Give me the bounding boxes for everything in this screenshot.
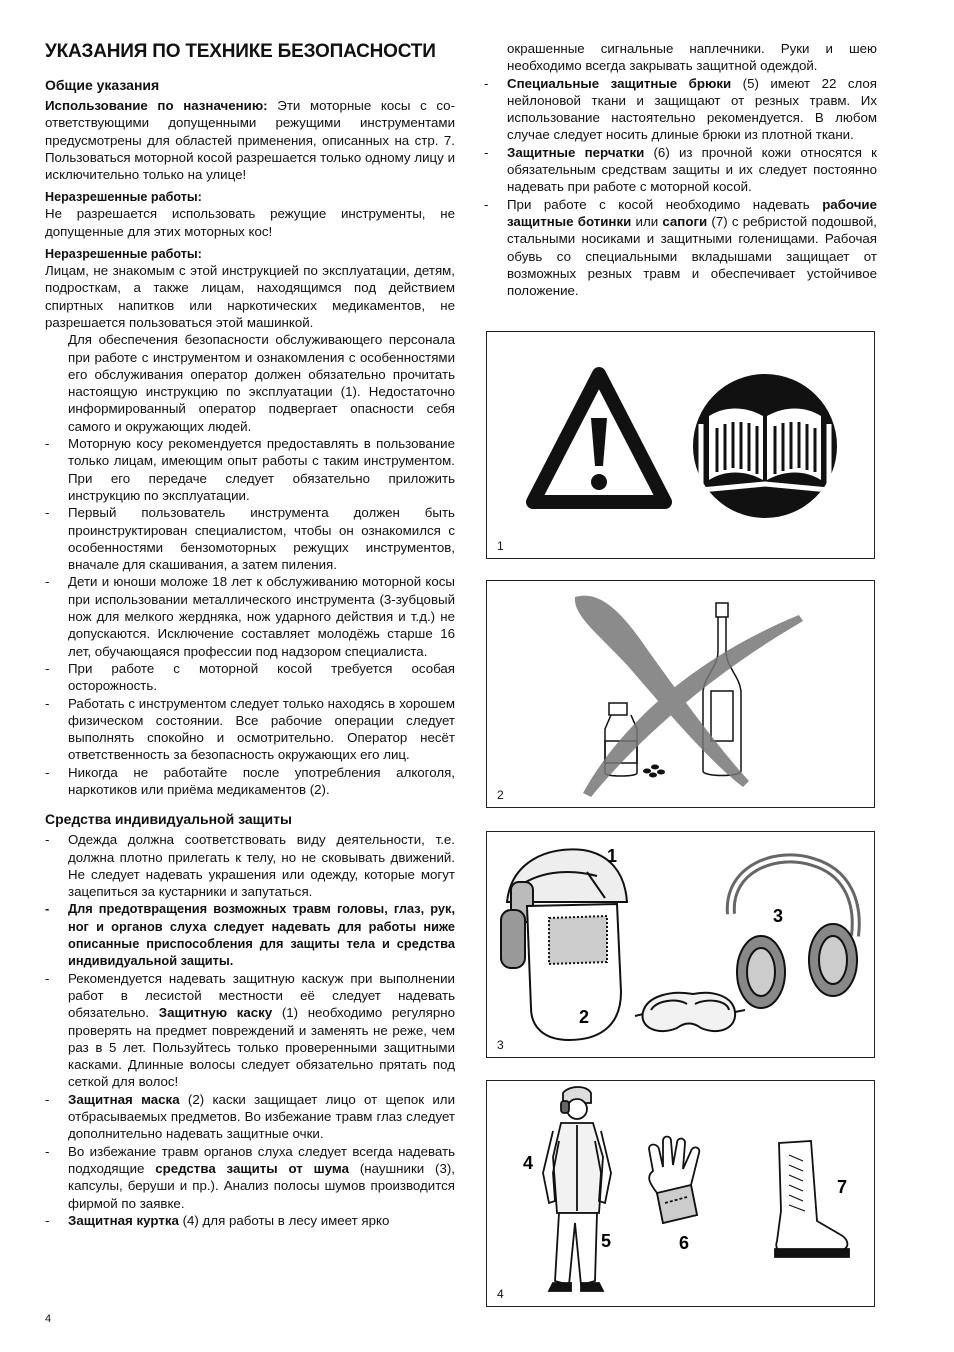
forbidden-work-heading-2: Неразрешенные работы: — [45, 247, 202, 262]
list-item: - Для предотвращения возможных травм головы, глаз, рук, ног и органов слуха следует надевать для работы ниже описанные приспособления для защиты тела и средства индивидуальной защиты. — [45, 901, 455, 969]
cross-mark-icon — [575, 596, 803, 797]
label-mask: 2 — [579, 1007, 590, 1027]
list-item: - Никогда не работайте после употребления алкоголя, наркотиков или приёма медикаментов (2). — [45, 764, 455, 797]
label-helmet: 1 — [607, 846, 618, 866]
read-manual-icon — [693, 374, 837, 518]
pills-icon — [643, 765, 665, 778]
label-earmuffs: 3 — [773, 906, 784, 926]
ppe-heading: Средства индивидуальной защиты — [45, 811, 292, 828]
general-heading: Общие указания — [45, 77, 160, 93]
list-item: - Защитная маска (2) каски защищает лицо от щепок или отбрасываемых предметов. Во избежание травм глаз следует дополнительно надевать защитные очки. — [45, 1091, 455, 1142]
glove-icon — [649, 1137, 699, 1224]
general-list — [45, 331, 455, 798]
warning-triangle-icon — [533, 374, 665, 502]
list-item: - Рекомендуется надевать защитную каскуж при выполнении работ в лесистой местности её следует надевать обязательно. Защитную каску (1) необходимо регулярно проверять на предмет повреждений и заменять не реже, чем раз в 5 лет. Пользуйтесь только проверенными защитными касками. Длинные волосы следует обязательно прятать под сеткой для волос! — [45, 970, 456, 1090]
figure-4 — [486, 1080, 875, 1307]
list-item: - Работать с инструментом следует только находясь в хорошем физическом состоянии. Все рабочие операции следует выполнять спокойно и осмотрительно. Оператор несёт ответственность за безопасность окружающих его лиц. — [45, 695, 455, 763]
list-item: - Защитная куртка (4) для работы в лесу имеет ярко — [45, 1212, 390, 1228]
figure-3 — [486, 831, 875, 1058]
body-protection-illustration — [487, 1081, 874, 1306]
worker-figure-icon — [543, 1087, 611, 1291]
right-column — [484, 40, 877, 299]
goggles-icon — [635, 993, 745, 1031]
intended-use-lead: Использование по назначению: — [45, 98, 268, 113]
list-item: - При работе с моторной косой требуется особая осторожность. — [45, 660, 455, 694]
intended-use-text: Эти моторные косы с соответствующими допущенными режущими инструментами предусмотрены для областей применения, описанных на стр. 7. Пользоваться моторной косой разрешается только одному лицу и исключительно только на улице! — [45, 98, 455, 183]
label-pants: 5 — [601, 1231, 612, 1251]
label-boots: 7 — [837, 1177, 848, 1197]
no-alcohol-drugs-illustration — [487, 581, 874, 807]
figure-1 — [486, 331, 875, 559]
list-item: - Моторную косу рекомендуется предоставлять в пользование только лицам, имеющим опыт работы с таким инструментом. При его передаче следует обязательно приложить инструкцию по эксплуатации. — [45, 436, 455, 503]
left-column — [45, 40, 455, 1229]
list-item: Для обеспечения безопасности обслуживающего персонала при работе с инструментом и ознакомления с особенностями его обслуживания оператор должен обязательно прочитать настоящую инструкцию по эксплуатации (1). Недостаточно информированный оператор подвергает опасности себя самого и окружающих людей. — [68, 332, 455, 434]
warning-and-manual-icons — [487, 332, 874, 558]
forbidden-work-text-1: Не разрешается использовать режущие инструменты, не допущенные для этих моторных кос! — [45, 206, 455, 239]
forbidden-work-heading-1: Неразрешенные работы: — [45, 190, 202, 205]
ppe-list-continued — [484, 40, 877, 299]
forbidden-work-text-2: Лицам, не знакомым с этой инструкцией по эксплуатации, детям, подросткам, а также лицам, находящимся под действием спиртных напитков или наркотических медикаментов, не разрешается пользоваться этой машинкой. — [45, 263, 455, 330]
list-item: - Специальные защитные брюки (5) имеют 22 слоя нейлоновой ткани и защищают от резных травм. Их использование настоятельно рекомендуется. В любом случае следует носить длиные брюки из плотной ткани. — [484, 75, 877, 143]
page-number: 4 — [45, 1313, 52, 1325]
figure-number: 3 — [497, 1038, 504, 1052]
boot-icon — [775, 1141, 849, 1257]
ppe-list — [45, 831, 455, 1229]
earmuffs-icon — [731, 858, 857, 1008]
figure-number: 2 — [497, 788, 504, 802]
list-item: окрашенные сигнальные наплечники. Руки и шею необходимо всегда закрывать защитной одеждой. — [507, 41, 877, 74]
list-item: - Защитные перчатки (6) из прочной кожи относятся к обязательным средствам защиты и их следует постоянно надевать при работе с моторной косой. — [484, 144, 878, 195]
figure-number: 1 — [497, 539, 504, 553]
label-gloves: 6 — [679, 1233, 690, 1253]
helmet-with-visor-icon — [501, 849, 627, 1040]
intended-use-paragraph — [45, 97, 455, 183]
figure-2 — [486, 580, 875, 808]
list-item: - Во избежание травм органов слуха следует всегда надевать подходящие средства защиты от шума (наушники (3), капсулы, беруши и пр.). Анализ полосы шумов производится фирмой по заявке. — [45, 1143, 455, 1211]
page-title: УКАЗАНИЯ ПО ТЕХНИКЕ БЕЗОПАСНОСТИ — [45, 41, 436, 62]
list-item: - Первый пользователь инструмента должен быть проинструктирован специалистом, чтобы он ознакомился с особенностями бензомоторных режущих инструментов, вначале для скашивания, а затем пиления. — [45, 505, 455, 573]
head-protection-illustration — [487, 832, 874, 1057]
label-jacket: 4 — [523, 1153, 534, 1173]
list-item: - Дети и юноши моложе 18 лет к обслуживанию моторной косы при использовании металлического инструмента (3-зубцовый нож для мелкого жердняка, нож ударного действия и т.д.) не допускаются. Исключение составляет молодёжь старше 16 лет, обучающаяся профессии под надзором специалиста. — [45, 574, 455, 659]
list-item: - Одежда должна соответствовать виду деятельности, т.е. должна плотно прилегать к телу, но не сковывать движений. Не следует надевать украшения или одежду, которые могут зацепиться за кустарники и запутаться. — [45, 832, 455, 900]
list-item: - При работе с косой необходимо надевать рабочие защитные ботинки или сапоги (7) с ребристой подошвой, стальными носиками и защитными голенищами. Рабочая обувь со специальными вкладышами защищает от возможных резных травм и обеспечивает устойчивое положение. — [484, 196, 878, 299]
figure-number: 4 — [497, 1287, 504, 1301]
